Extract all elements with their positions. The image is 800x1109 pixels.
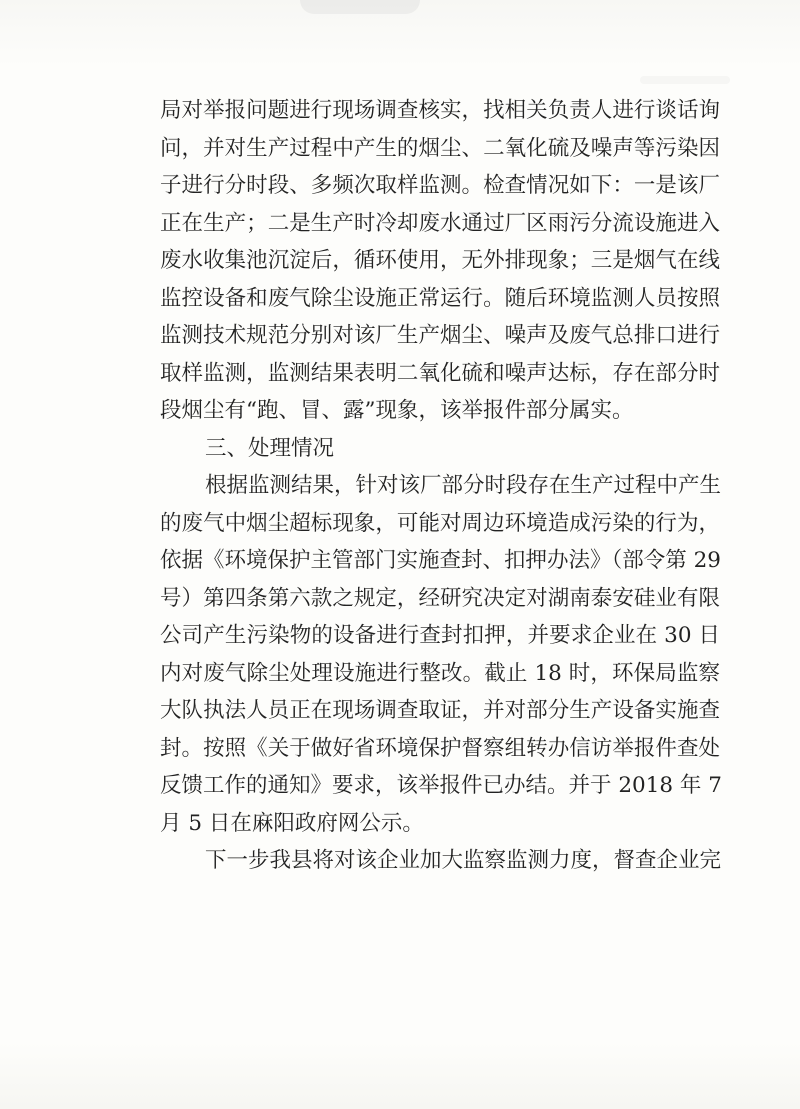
paragraph-line: 监测技术规范分别对该厂生产烟尘、噪声及废气总排口进行 bbox=[160, 323, 720, 348]
paragraph-line: 月 5 日在麻阳政府网公示。 bbox=[160, 810, 424, 836]
document-body bbox=[160, 92, 720, 880]
paragraph-line: 段烟尘有“跑、冒、露”现象，该举报件部分属实。 bbox=[160, 398, 634, 423]
paragraph-line: 反馈工作的通知》要求，该举报件已办结。并于 2018 年 7 bbox=[160, 773, 722, 798]
scan-bleed-mark bbox=[300, 0, 420, 14]
section-heading: 三、处理情况 bbox=[205, 435, 335, 461]
paragraph-line: 内对废气除尘处理设施进行整改。截止 18 时，环保局监察 bbox=[160, 660, 720, 686]
paragraph-line: 依据《环境保护主管部门实施查封、扣押办法》（部令第 29 bbox=[160, 548, 721, 573]
paragraph-line: 局对举报问题进行现场调查核实，找相关负责人进行谈话询 bbox=[160, 98, 720, 123]
paragraph-line: 下一步我县将对该企业加大监察监测力度，督查企业完 bbox=[205, 848, 722, 873]
paragraph-line: 监控设备和废气除尘设施正常运行。随后环境监测人员按照 bbox=[160, 285, 720, 311]
paragraph-line: 子进行分时段、多频次取样监测。检查情况如下：一是该厂 bbox=[160, 173, 720, 198]
paragraph-line: 根据监测结果，针对该厂部分时段存在生产过程中产生 bbox=[205, 473, 722, 498]
paragraph-line: 的废气中烟尘超标现象，可能对周边环境造成污染的行为， bbox=[160, 510, 720, 536]
paragraph-line: 问，并对生产过程中产生的烟尘、二氧化硫及噪声等污染因 bbox=[160, 135, 720, 161]
scan-bleed-mark bbox=[640, 76, 730, 84]
paragraph-line: 大队执法人员正在现场调查取证，并对部分生产设备实施查 bbox=[160, 698, 720, 723]
paragraph-line: 取样监测，监测结果表明二氧化硫和噪声达标，存在部分时 bbox=[160, 360, 720, 386]
paragraph-line: 正在生产；二是生产时冷却废水通过厂区雨污分流设施进入 bbox=[160, 210, 720, 236]
paragraph-line: 废水收集池沉淀后，循环使用，无外排现象；三是烟气在线 bbox=[160, 248, 720, 273]
paragraph-line: 公司产生污染物的设备进行查封扣押，并要求企业在 30 日 bbox=[160, 623, 720, 648]
paragraph-line: 封。按照《关于做好省环境保护督察组转办信访举报件查处 bbox=[160, 735, 720, 761]
paragraph-line: 号）第四条第六款之规定，经研究决定对湖南泰安硅业有限 bbox=[160, 585, 720, 611]
